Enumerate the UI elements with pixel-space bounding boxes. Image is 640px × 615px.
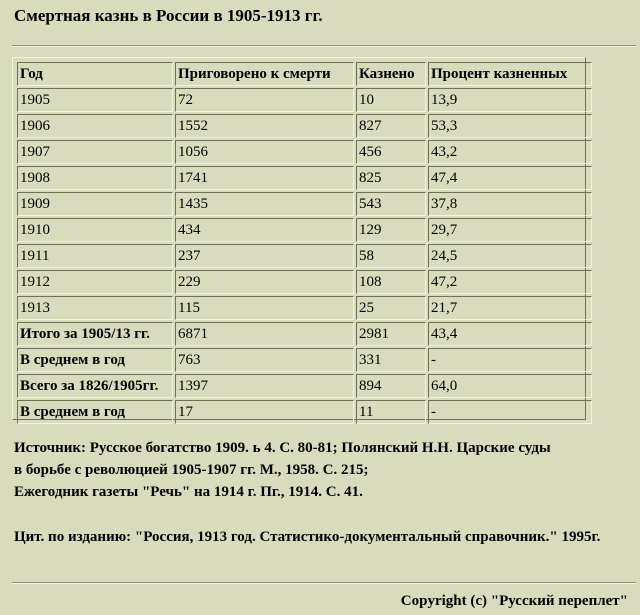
citation-note: Цит. по изданию: "Россия, 1913 год. Статистико-документальный справочник." 1995г. (14, 529, 601, 545)
source-note (14, 437, 634, 503)
table-row (17, 140, 592, 164)
executed-cell: 543 (356, 192, 426, 216)
percent-cell: 21,7 (428, 296, 592, 320)
table-row (17, 322, 592, 346)
percent-cell: 29,7 (428, 218, 592, 242)
row-label-cell: 1909 (17, 192, 173, 216)
executed-cell: 10 (356, 88, 426, 112)
executed-cell: 331 (356, 348, 426, 372)
source-line: Ежегодник газеты "Речь" на 1914 г. Пг., 1914. С. 41. (14, 484, 363, 500)
row-label-cell: 1913 (17, 296, 173, 320)
executed-cell: 825 (356, 166, 426, 190)
sentenced-cell: 237 (175, 244, 354, 268)
row-label-cell: 1911 (17, 244, 173, 268)
executed-cell: 108 (356, 270, 426, 294)
header-percent: Процент казненных (428, 62, 592, 86)
executed-cell: 827 (356, 114, 426, 138)
sentenced-cell: 1056 (175, 140, 354, 164)
sentenced-cell: 72 (175, 88, 354, 112)
header-sentenced: Приговорено к смерти (175, 62, 354, 86)
row-label-cell: В среднем в год (17, 400, 173, 424)
table-row (17, 218, 592, 242)
table-header-row (17, 62, 592, 86)
sentenced-cell: 434 (175, 218, 354, 242)
table-row (17, 374, 592, 398)
percent-cell: - (428, 348, 592, 372)
horizontal-rule-bottom (12, 582, 636, 584)
executed-cell: 129 (356, 218, 426, 242)
executed-cell: 25 (356, 296, 426, 320)
row-label-cell: 1905 (17, 88, 173, 112)
sentenced-cell: 1435 (175, 192, 354, 216)
row-label-cell: 1908 (17, 166, 173, 190)
table-row (17, 192, 592, 216)
executed-cell: 894 (356, 374, 426, 398)
row-label-cell: Всего за 1826/1905гг. (17, 374, 173, 398)
sentenced-cell: 17 (175, 400, 354, 424)
table-row (17, 296, 592, 320)
sentenced-cell: 763 (175, 348, 354, 372)
source-line: в борьбе с революцией 1905-1907 гг. М., 1958. С. 215; (14, 462, 369, 478)
percent-cell: 47,2 (428, 270, 592, 294)
horizontal-rule-top (12, 45, 636, 47)
row-label-cell: 1910 (17, 218, 173, 242)
table-row (17, 114, 592, 138)
table-row (17, 244, 592, 268)
sentenced-cell: 1552 (175, 114, 354, 138)
percent-cell: 53,3 (428, 114, 592, 138)
executed-cell: 58 (356, 244, 426, 268)
table-row (17, 348, 592, 372)
executed-cell: 456 (356, 140, 426, 164)
row-label-cell: 1912 (17, 270, 173, 294)
percent-cell: 43,4 (428, 322, 592, 346)
table-row (17, 400, 592, 424)
row-label-cell: В среднем в год (17, 348, 173, 372)
header-year: Год (17, 62, 173, 86)
row-label-cell: Итого за 1905/13 гг. (17, 322, 173, 346)
percent-cell: 43,2 (428, 140, 592, 164)
percent-cell: 47,4 (428, 166, 592, 190)
table-row (17, 166, 592, 190)
executed-cell: 11 (356, 400, 426, 424)
sentenced-cell: 1397 (175, 374, 354, 398)
table-row (17, 88, 592, 112)
sentenced-cell: 115 (175, 296, 354, 320)
percent-cell: - (428, 400, 592, 424)
executions-table (15, 60, 594, 426)
copyright-text: Copyright (c) "Русский переплет" (400, 593, 628, 609)
header-executed: Казнено (356, 62, 426, 86)
sentenced-cell: 229 (175, 270, 354, 294)
percent-cell: 37,8 (428, 192, 592, 216)
row-label-cell: 1907 (17, 140, 173, 164)
page-title: Смертная казнь в России в 1905-1913 гг. (14, 6, 323, 25)
source-line: Источник: Русское богатство 1909. ь 4. С. 80-81; Полянский Н.Н. Царские суды (14, 440, 551, 456)
sentenced-cell: 1741 (175, 166, 354, 190)
percent-cell: 64,0 (428, 374, 592, 398)
percent-cell: 13,9 (428, 88, 592, 112)
sentenced-cell: 6871 (175, 322, 354, 346)
percent-cell: 24,5 (428, 244, 592, 268)
executed-cell: 2981 (356, 322, 426, 346)
table-row (17, 270, 592, 294)
row-label-cell: 1906 (17, 114, 173, 138)
